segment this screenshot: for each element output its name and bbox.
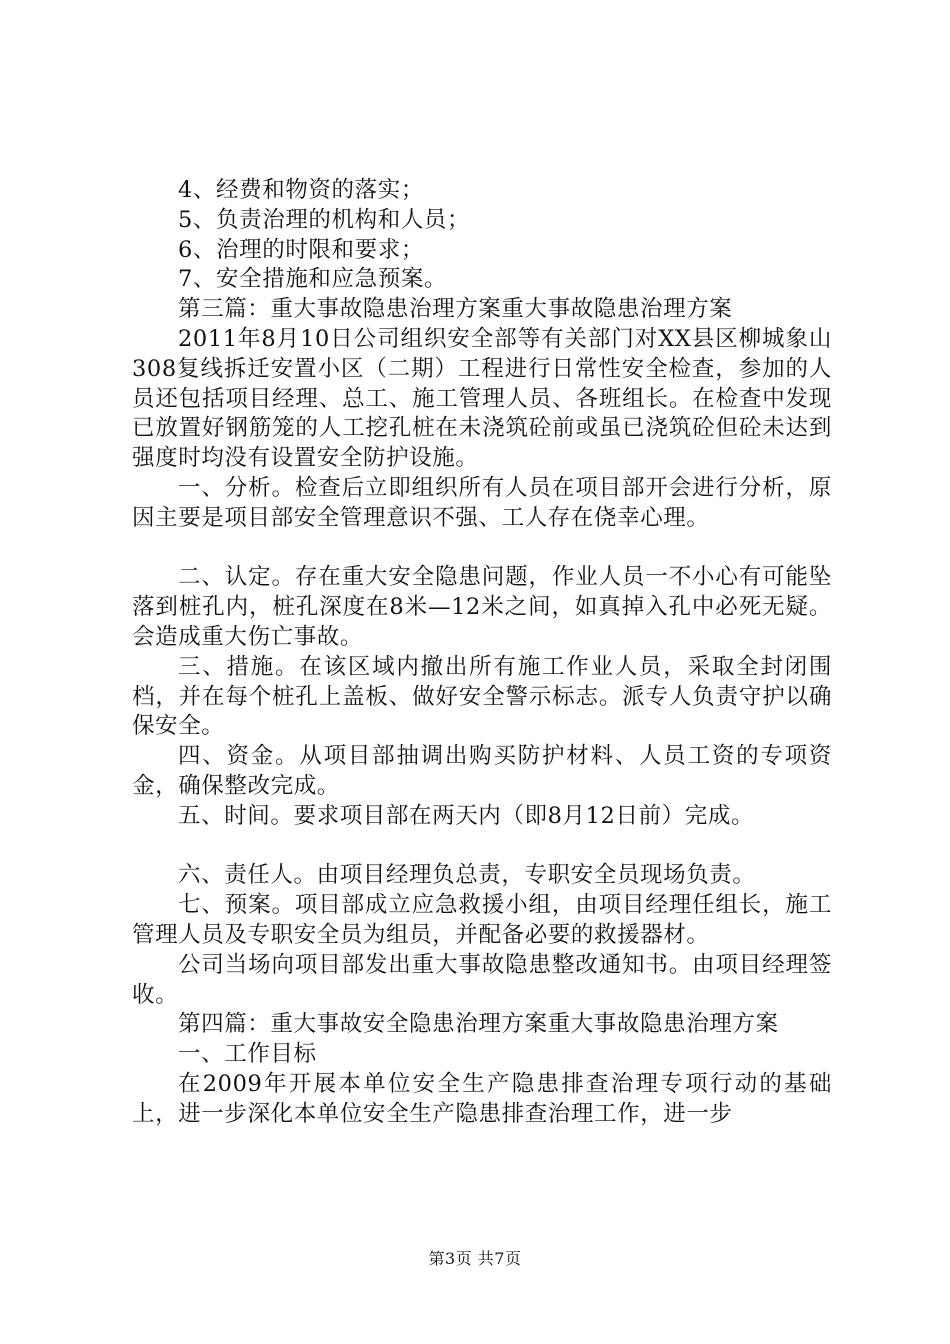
list-item-5: 5、负责治理的机构和人员； — [178, 206, 471, 233]
paragraph-responsible: 六、责任人。由项目经理负总责，专职安全员现场负责。 — [178, 862, 756, 889]
paragraph-time: 五、时间。要求项目部在两天内（即8月12日前）完成。 — [178, 802, 755, 829]
paragraph-goal: 在2009年开展本单位安全生产隐患排查治理专项行动的基础上，进一步深化本单位安全生产隐患排查治理工作，进一步 — [132, 1070, 832, 1127]
paragraph-spacer — [132, 534, 832, 564]
document-body — [132, 176, 832, 1130]
paragraph-analysis: 一、分析。检查后立即组织所有人员在项目部开会进行分析，原因主要是项目部安全管理意识不强、工人存在侥幸心理。 — [132, 474, 832, 531]
page-number-footer: 第3页 共7页 — [428, 1249, 522, 1268]
paragraph-plan: 七、预案。项目部成立应急救援小组，由项目经理任组长，施工管理人员及专职安全员为组员，并配备必要的救援器材。 — [132, 892, 832, 948]
paragraph-funds: 四、资金。从项目部抽调出购买防护材料、人员工资的专项资金，确保整改完成。 — [132, 743, 832, 799]
list-item-7: 7、安全措施和应急预案。 — [178, 266, 448, 293]
paragraph-spacer — [132, 832, 832, 862]
subheading-work-goal: 一、工作目标 — [178, 1041, 317, 1068]
paragraph-inspection: 2011年8月10日公司组织安全部等有关部门对XX县区柳城象山308复线拆迁安置小区（二期）工程进行日常性安全检查，参加的人员还包括项目经理、总工、施工管理人员、各班组长。在检查中发现已放置好钢筋笼的人工挖孔桩在未浇筑砼前或虽已浇筑砼但砼未达到强度时均没有设置安全防护设施。 — [132, 325, 832, 472]
section-heading-part-3: 第三篇：重大事故隐患治理方案重大事故隐患治理方案 — [178, 296, 733, 323]
paragraph-determination: 二、认定。存在重大安全隐患问题，作业人员一不小心有可能坠落到桩孔内，桩孔深度在8米—12米之间，如真掉入孔中必死无疑。会造成重大伤亡事故。 — [132, 564, 832, 650]
list-item-6: 6、治理的时限和要求； — [178, 236, 424, 263]
paragraph-measures: 三、措施。在该区域内撤出所有施工作业人员，采取全封闭围档，并在每个桩孔上盖板、做好安全警示标志。派专人负责守护以确保安全。 — [132, 653, 832, 740]
section-heading-part-4: 第四篇：重大事故安全隐患治理方案重大事故隐患治理方案 — [178, 1011, 779, 1038]
paragraph-notice: 公司当场向项目部发出重大事故隐患整改通知书。由项目经理签收。 — [132, 951, 832, 1008]
list-item-4: 4、经费和物资的落实； — [178, 177, 424, 203]
